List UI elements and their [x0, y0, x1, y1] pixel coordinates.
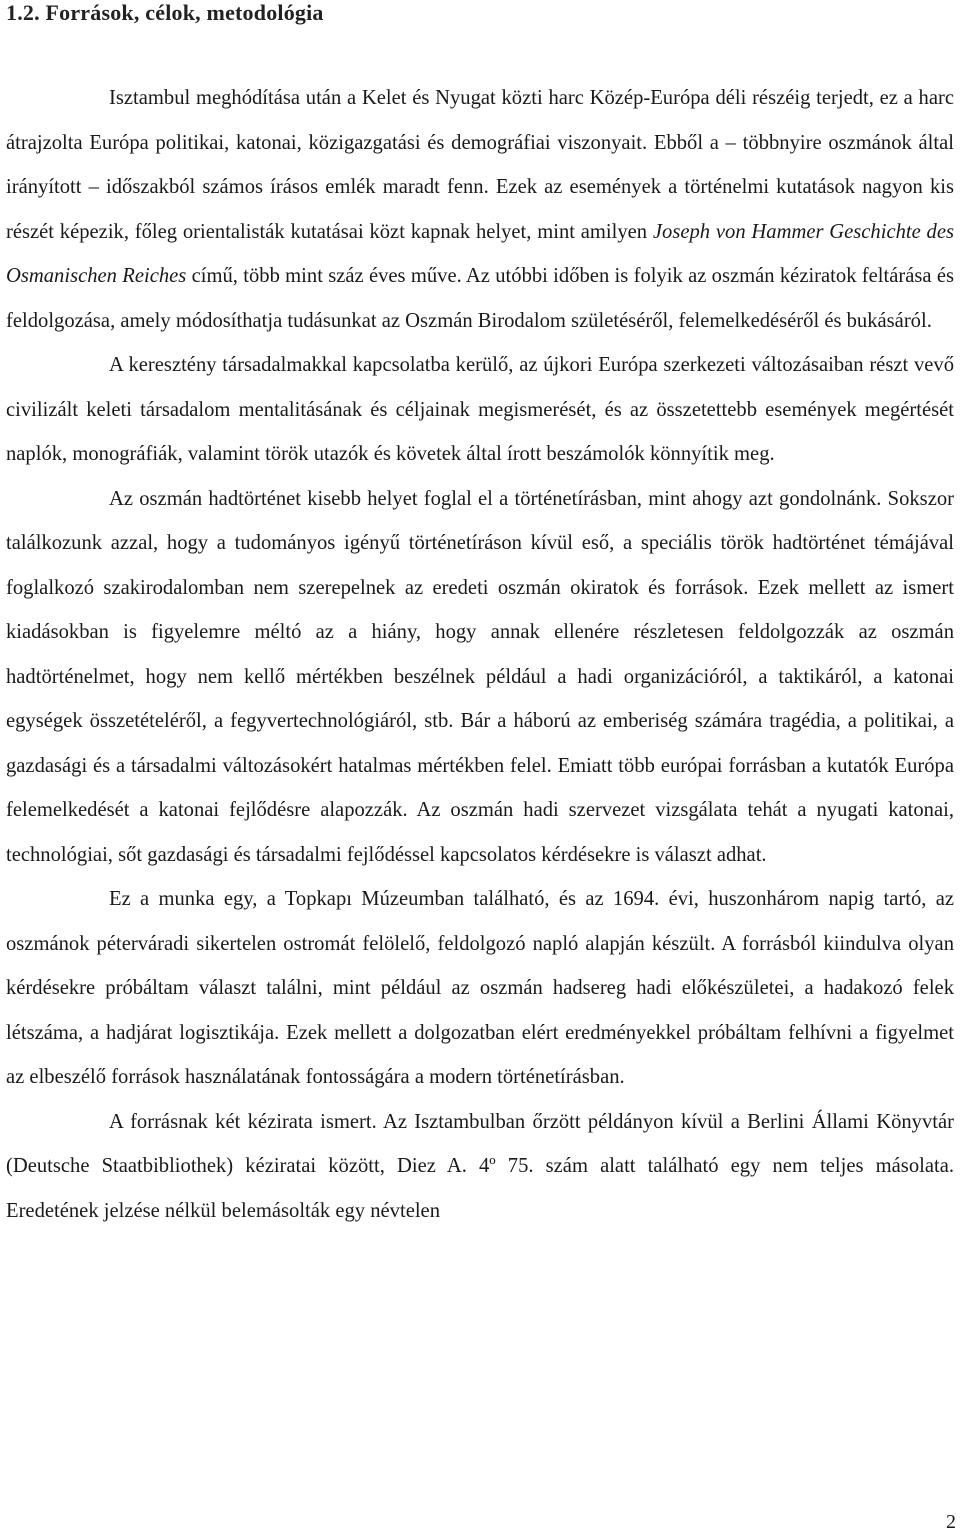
section-heading: 1.2. Források, célok, metodológia — [6, 0, 324, 25]
body-text — [6, 76, 954, 1233]
paragraph-1-text-end: című, több mint száz éves műve. Az utóbbi időben is folyik az oszmán kéziratok feltárása és feldolgozása, amely módosíthatja tudásunkat az Oszmán Birodalom születéséről, felemelkedéséről és bukásáról. — [6, 265, 954, 332]
paragraph-2: A keresztény társadalmakkal kapcsolatba kerülő, az újkori Európa szerkezeti változásaiban részt vevő civilizált keleti társadalom mentalitásának és céljainak megismerését, és az összetettebb események megértését naplók, monográfiák, valamint török utazók és követek által írott beszámolók könnyítik meg. — [6, 354, 954, 465]
paragraph-4: Ez a munka egy, a Topkapı Múzeumban található, és az 1694. évi, huszonhárom napig tartó, az oszmánok péterváradi sikertelen ostromát felölelő, feldolgozó napló alapján készült. A forrásból kiindulva olyan kérdésekre próbáltam választ találni, mint például az oszmán hadsereg hadi előkészületei, a hadakozó felek létszáma, a hadjárat logisztikája. Ezek mellett a dolgozatban elért eredményekkel próbáltam felhívni a figyelmet az elbeszélő források használatának fontosságára a modern történetírásban. — [6, 888, 954, 1088]
page-number: 2 — [946, 1511, 956, 1533]
cited-work-title: Joseph von Hammer Geschichte des Osmanischen Reiches — [6, 220, 954, 287]
document-page — [6, 0, 954, 1222]
paragraph-5: A forrásnak két kézirata ismert. Az Isztambulban őrzött példányon kívül a Berlini Állami Könyvtár (Deutsche Staatbibliothek) kéziratai között, Diez A. 4º 75. szám alatt található egy nem teljes másolata. Eredetének jelzése nélkül belemásolták egy névtelen — [6, 1110, 954, 1222]
paragraph-3: Az oszmán hadtörténet kisebb helyet foglal el a történetírásban, mint ahogy azt gondolnánk. Sokszor találkozunk azzal, hogy a tudományos igényű történetíráson kívül eső, a speciális török hadtörténet témájával foglalkozó szakirodalomban nem szerepelnek az eredeti oszmán okiratok és források. Ezek mellett az ismert kiadásokban is figyelemre méltó az a hiány, hogy annak ellenére részletesen feldolgozzák az oszmán hadtörténelmet, hogy nem kellő mértékben beszélnek például a hadi organizációról, a taktikáról, a katonai egységek összetételéről, a fegyvertechnológiáról, stb. Bár a háború az emberiség számára tragédia, a politikai, a gazdasági és a társadalmi változásokért hatalmas mértékben felel. Emiatt több európai forrásban a kutatók Európa felemelkedését a katonai fejlődésre alapozzák. Az oszmán hadi szervezet vizsgálata tehát a nyugati katonai, technológiai, sőt gazdasági és társadalmi fejlődéssel kapcsolatos kérdésekre is választ adhat. — [6, 487, 954, 866]
paragraph-1-text-start: Isztambul meghódítása után a Kelet és Nyugat közti harc Közép-Európa déli részéig terjedt, ez a harc átrajzolta Európa politikai, katonai, közigazgatási és demográfiai viszonyait. Ebből a – többnyire oszmánok által irányított – időszakból számos írásos emlék maradt fenn. Ezek az események a történelmi kutatások nagyon kis részét képezik, főleg orientalisták kutatásai közt kapnak helyet, mint amilyen — [6, 87, 954, 243]
paragraph-1 — [6, 76, 954, 343]
